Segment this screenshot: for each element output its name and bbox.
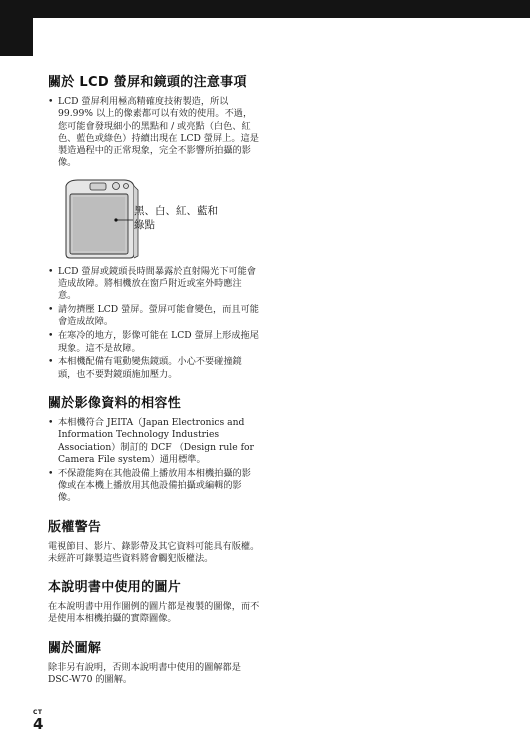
pictures-text: 在本說明書中用作圖例的圖片都是複製的圖像，而不是使用本相機拍攝的實際圖像。: [48, 601, 260, 625]
figure-callout-label: 黑、白、紅、藍和 綠點: [134, 204, 218, 231]
header-band: [0, 0, 530, 18]
copyright-text: 電視節目、影片、錄影帶及其它資料可能具有版權。未經許可錄製這些資料將會觸犯版權法。: [48, 540, 260, 564]
list-item: • LCD 螢屏或鏡頭長時間暴露於直射陽光下可能會造成故障。將相機放在窗戶附近或室外時應注意。: [48, 265, 256, 302]
lcd-notes-list-continued: [48, 266, 260, 381]
bullet-icon: •: [48, 330, 54, 342]
page-number-value: 4: [33, 715, 44, 733]
section-title-compat: 關於影像資料的相容性: [48, 395, 182, 411]
bullet-icon: •: [48, 356, 54, 368]
language-code: CT: [33, 709, 43, 716]
list-item: • 本相機配備有電動變焦鏡頭。小心不要碰撞鏡頭，也不要對鏡頭施加壓力。: [48, 356, 242, 380]
section-title-lcd: 關於 LCD 螢屏和鏡頭的注意事項: [48, 75, 247, 90]
list-item: • 請勿擠壓 LCD 螢屏。螢屏可能會變色，而且可能會造成故障。: [48, 304, 259, 328]
list-item: • 在寒冷的地方，影像可能在 LCD 螢屏上形成拖尾現象。這不是故障。: [48, 330, 259, 354]
section-title-illustrations: 關於圖解: [48, 640, 102, 656]
section-title-pictures: 本說明書中使用的圖片: [48, 580, 182, 596]
list-item: • LCD 螢屏利用極高精確度技術製造，所以 99.99% 以上的像素都可以有效的使用。不過，您可能會發現細小的黑點和 / 或亮點（白色、紅色、藍色或綠色）持續出現在 LCD 螢屏上。這是製造過程中的正常現象，完全不影響所拍攝的影像。: [48, 96, 259, 169]
bullet-icon: •: [48, 304, 54, 316]
compat-notes-list: [48, 417, 260, 505]
section-compat: [48, 395, 260, 505]
list-item: • 本相機符合 JEITA（Japan Electronics and Information Technology Industries Association）制訂的 DCF （Design rule for Camera File system）通用標準。: [48, 416, 254, 465]
bullet-icon: •: [48, 96, 54, 107]
lcd-notes-list: [48, 96, 260, 170]
content-column: [48, 74, 260, 686]
section-illustrations: [48, 640, 260, 687]
section-copyright: [48, 519, 260, 566]
list-item: • 不保證能夠在其他設備上播放用本相機拍攝的影像或在本機上播放用其他設備拍攝或編輯的影像。: [48, 467, 251, 504]
illustrations-text: 除非另有說明，否則本說明書中使用的圖解都是 DSC-W70 的圖解。: [48, 661, 241, 686]
camera-lcd-figure: [48, 176, 260, 262]
corner-tab: [0, 0, 33, 56]
section-pictures: [48, 579, 260, 626]
section-title-copyright: 版權警告: [48, 519, 102, 535]
bullet-icon: •: [48, 265, 54, 277]
bullet-icon: •: [48, 416, 54, 428]
page-number: [33, 710, 43, 732]
bullet-icon: •: [48, 467, 54, 479]
